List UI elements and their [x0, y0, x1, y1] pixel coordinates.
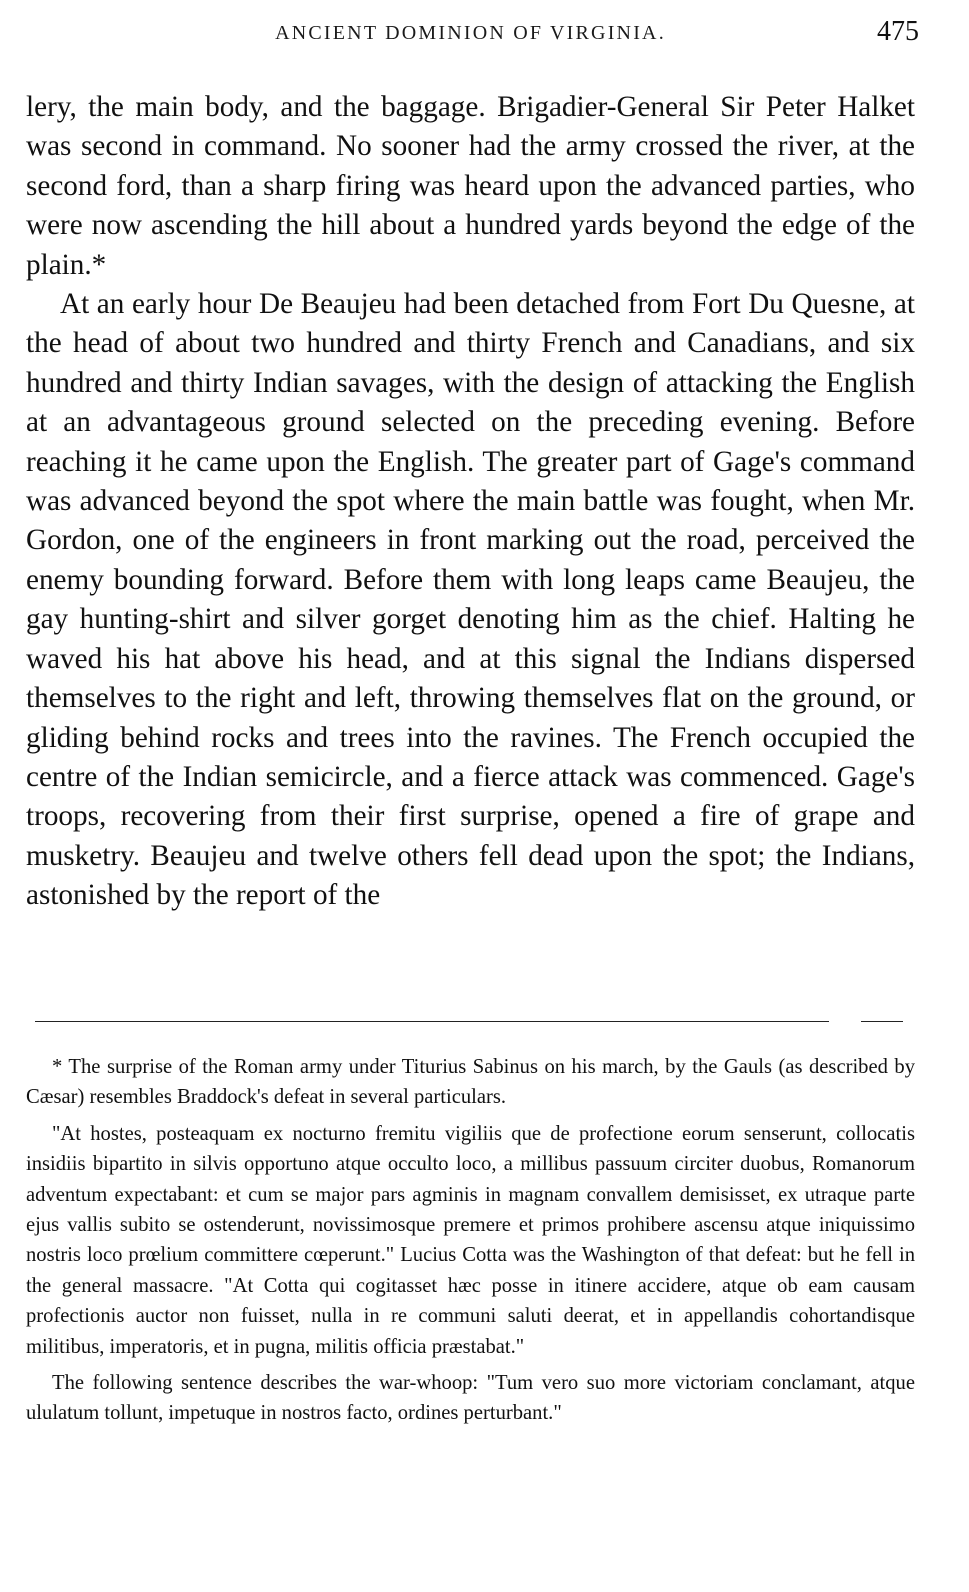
footnotes	[26, 1052, 915, 1429]
footnote-paragraph: * The surprise of the Roman army under Titurius Sabinus on his march, by the Gauls (as described by Cæsar) resembles Braddock's defeat in several particulars.	[26, 1056, 915, 1109]
footnote-paragraph: The following sentence describes the war-whoop: "Tum vero suo more victoriam conclamant, atque ululatum tollunt, impetuque in nostros facto, ordines perturbant."	[26, 1372, 915, 1425]
footnote-separator	[35, 1021, 903, 1023]
body-paragraph-continued: lery, the main body, and the baggage. Brigadier-General Sir Peter Halket was second in command. No sooner had the army crossed the river, at the second ford, than a sharp firing was heard upon the advanced parties, who were now ascending the hill about a hundred yards beyond the edge of the plain.*	[26, 91, 915, 281]
running-title: ANCIENT DOMINION OF VIRGINIA.	[275, 22, 666, 44]
footnote-paragraph: "At hostes, posteaquam ex nocturno fremitu vigiliis que de profectione eorum senserunt, collocatis insidiis bipartito in silvis opportuno atque occulto loco, a millibus passuum circiter duobus, Romanorum adventum expectabant: et cum se major pars agminis in magnam convallem demisisset, ex utraque parte ejus vallis subito se ostenderunt, novissimosque premere et primos prohibere ascensu atque iniquissimo nostris loco prœlium committere cœperunt." Lucius Cotta was the Washington of that defeat: but he fell in the general massacre. "At Cotta qui cogitasset hæc posse in itinere accidere, atque ob eam causam profectionis auctor non fuisset, nulla in re communi saluti deerat, et in appellandis cohortandisque militibus, imperatoris, et in pugna, militis officia præstabat."	[26, 1122, 915, 1358]
page-number: 475	[877, 16, 919, 47]
main-text	[26, 88, 915, 916]
separator-rule-short	[861, 1021, 903, 1022]
page-header	[26, 16, 919, 52]
separator-rule	[35, 1021, 829, 1022]
body-paragraph: At an early hour De Beaujeu had been detached from Fort Du Quesne, at the head of about two hundred and thirty French and Canadians, and six hundred and thirty Indian savages, with the design of attacking the English at an advantageous ground selected on the preceding evening. Before reaching it he came upon the English. The greater part of Gage's command was advanced beyond the spot where the main battle was fought, when Mr. Gordon, one of the engineers in front marking out the road, perceived the enemy bounding forward. Before them with long leaps came Beaujeu, the gay hunting-shirt and silver gorget denoting him as the chief. Halting he waved his hat above his head, and at this signal the Indians dispersed themselves to the right and left, throwing themselves flat on the ground, or gliding behind rocks and trees into the ravines. The French occupied the centre of the Indian semicircle, and a fierce attack was commenced. Gage's troops, recovering from their first surprise, opened a fire of grape and musketry. Beaujeu and twelve others fell dead upon the spot; the Indians, astonished by the report of the	[26, 288, 915, 912]
